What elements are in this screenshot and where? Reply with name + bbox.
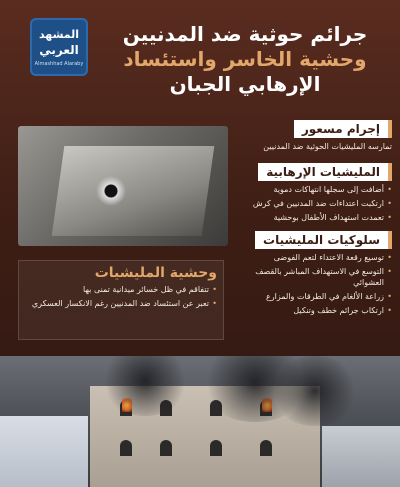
list-item: • تعمدت استهداف الأطفال بوحشية <box>236 213 392 224</box>
smoke <box>270 356 360 426</box>
list-item: • تعبر عن استئساد ضد المدنيين رغم الانكسار العسكري <box>25 299 217 310</box>
list-item: • تتفاقم في ظل خسائر ميدانية تمنى بها <box>25 285 217 296</box>
logo <box>30 18 88 76</box>
list-item: • زراعة الألغام في الطرقات والمزارع <box>236 292 392 303</box>
section1-label: إجرام مسعور <box>294 120 392 138</box>
logo-line1: المشهد <box>38 28 80 41</box>
bullet-hole <box>96 176 126 206</box>
section-terrorist-militias <box>236 161 392 223</box>
section3-list <box>236 253 392 316</box>
window <box>120 440 132 456</box>
windshield-glass <box>52 146 215 236</box>
militia-brutality-box <box>18 260 224 340</box>
section3-label: سلوكيات المليشيات <box>255 231 392 249</box>
section1-text: تمارسه المليشيات الحوثية ضد المدنيين <box>263 142 392 151</box>
side-building-right <box>322 426 400 487</box>
window <box>160 440 172 456</box>
left-box-list <box>25 285 217 310</box>
section2-list <box>236 185 392 223</box>
section-militia-behaviors <box>236 229 392 316</box>
list-item: • ارتكاب جرائم خطف وتنكيل <box>236 306 392 317</box>
list-item: • التوسع في الاستهداف المباشر بالقصف العشوائي <box>236 267 392 289</box>
side-building-left <box>0 416 88 487</box>
title-line2: وحشية الخاسر واستئساد <box>123 47 367 71</box>
burning-building-photo <box>0 356 400 487</box>
list-item: • توسيع رقعة الاعتداء لتعم الفوضى <box>236 253 392 264</box>
logo-line2: العربي <box>39 43 79 57</box>
page-title <box>100 22 390 97</box>
left-box-header: وحشية المليشيات <box>94 265 217 281</box>
logo-line3: Almashhad Alaraby <box>34 61 84 67</box>
bullet-hole-windshield-photo <box>18 126 228 246</box>
right-panel <box>236 118 392 322</box>
list-item: • أضافت إلى سجلها انتهاكات دموية <box>236 185 392 196</box>
list-item: • ارتكبت اعتداءات ضد المدنيين في كرش <box>236 199 392 210</box>
section2-label: المليشيات الإرهابية <box>258 163 392 181</box>
window <box>260 440 272 456</box>
window <box>210 440 222 456</box>
section-rabid-crime <box>236 118 392 151</box>
title-line3: الإرهابي الجبان <box>169 72 321 96</box>
title-line1: جرائم حوثية ضد المدنيين <box>122 22 368 46</box>
